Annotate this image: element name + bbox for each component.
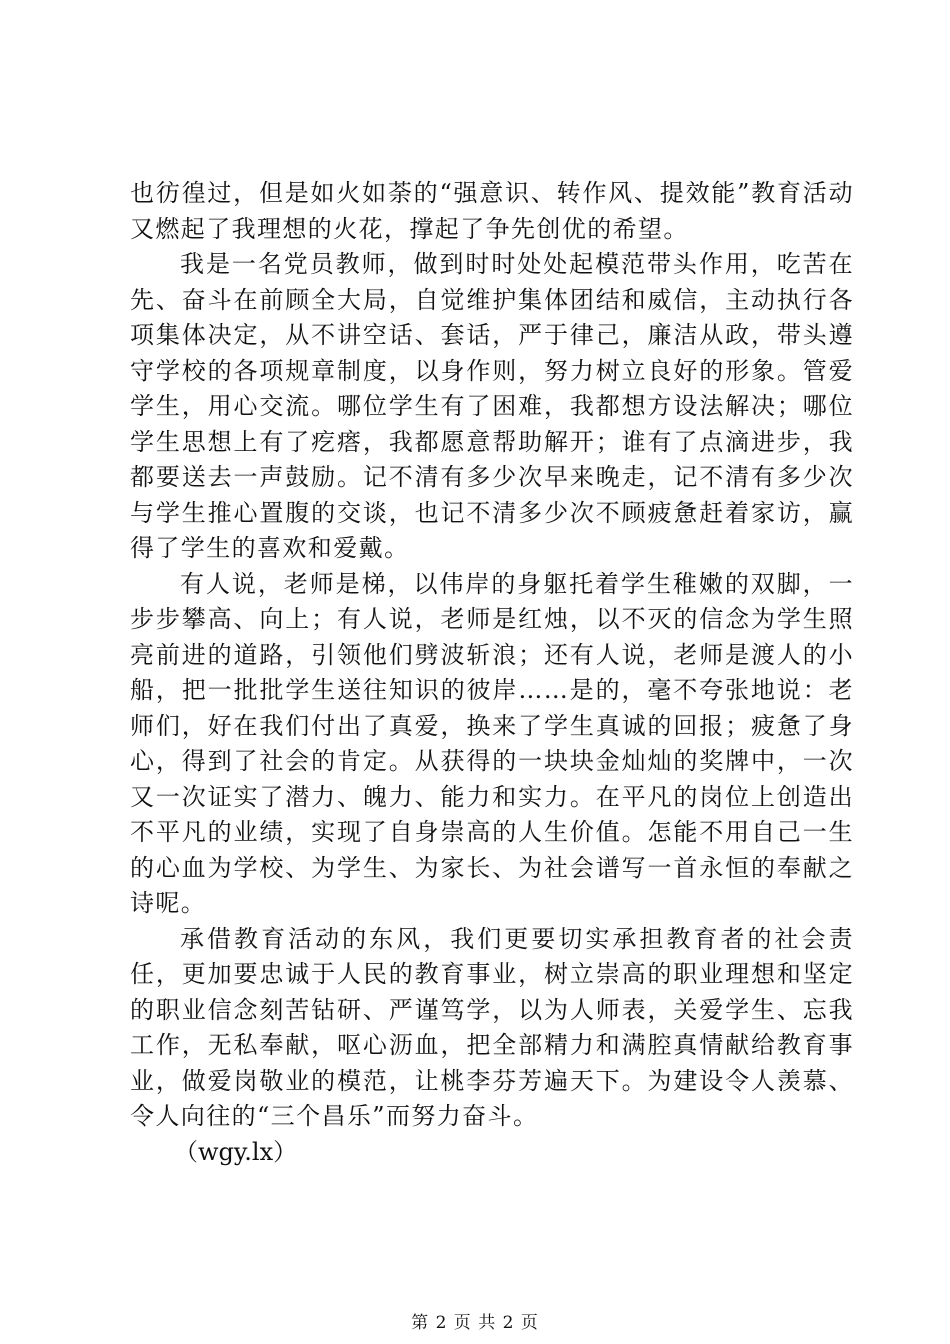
- page-number-footer: 第 2 页 共 2 页: [411, 1313, 539, 1333]
- document-body: [130, 176, 854, 1170]
- author-signoff: （wgy.lx）: [174, 1137, 298, 1166]
- paragraph-1: 也彷徨过，但是如火如荼的“强意识、转作风、提效能”教育活动又燃起了我理想的火花，撑起了争先创优的希望。: [130, 179, 854, 243]
- paragraph-4: 承借教育活动的东风，我们更要切实承担教育者的社会责任，更加要忠诚于人民的教育事业，树立崇高的职业理想和坚定的职业信念刻苦钻研、严谨笃学，以为人师表，关爱学生、忘我工作，无私奉献，呕心沥血，把全部精力和满腔真情献给教育事业，做爱岗敬业的模范，让桃李芬芳遍天下。为建设令人羡慕、令人向往的“三个昌乐”而努力奋斗。: [130, 924, 854, 1130]
- paragraph-2: 我是一名党员教师，做到时时处处起模范带头作用，吃苦在先、奋斗在前顾全大局，自觉维护集体团结和威信，主动执行各项集体决定，从不讲空话、套话，严于律己，廉洁从政，带头遵守学校的各项规章制度，以身作则，努力树立良好的形象。管爱学生，用心交流。哪位学生有了困难，我都想方设法解决；哪位学生思想上有了疙瘩，我都愿意帮助解开；谁有了点滴进步，我都要送去一声鼓励。记不清有多少次早来晚走，记不清有多少次与学生推心置腹的交谈，也记不清多少次不顾疲惫赶着家访，赢得了学生的喜欢和爱戴。: [130, 250, 854, 562]
- paragraph-3: 有人说，老师是梯，以伟岸的身躯托着学生稚嫩的双脚，一步步攀高、向上；有人说，老师是红烛，以不灭的信念为学生照亮前进的道路，引领他们劈波斩浪；还有人说，老师是渡人的小船，把一批批学生送往知识的彼岸……是的，毫不夸张地说：老师们，好在我们付出了真爱，换来了学生真诚的回报；疲惫了身心，得到了社会的肯定。从获得的一块块金灿灿的奖牌中，一次又一次证实了潜力、魄力、能力和实力。在平凡的岗位上创造出不平凡的业绩，实现了自身崇高的人生价值。怎能不用自己一生的心血为学校、为学生、为家长、为社会谱写一首永恒的奉献之诗呢。: [130, 569, 854, 917]
